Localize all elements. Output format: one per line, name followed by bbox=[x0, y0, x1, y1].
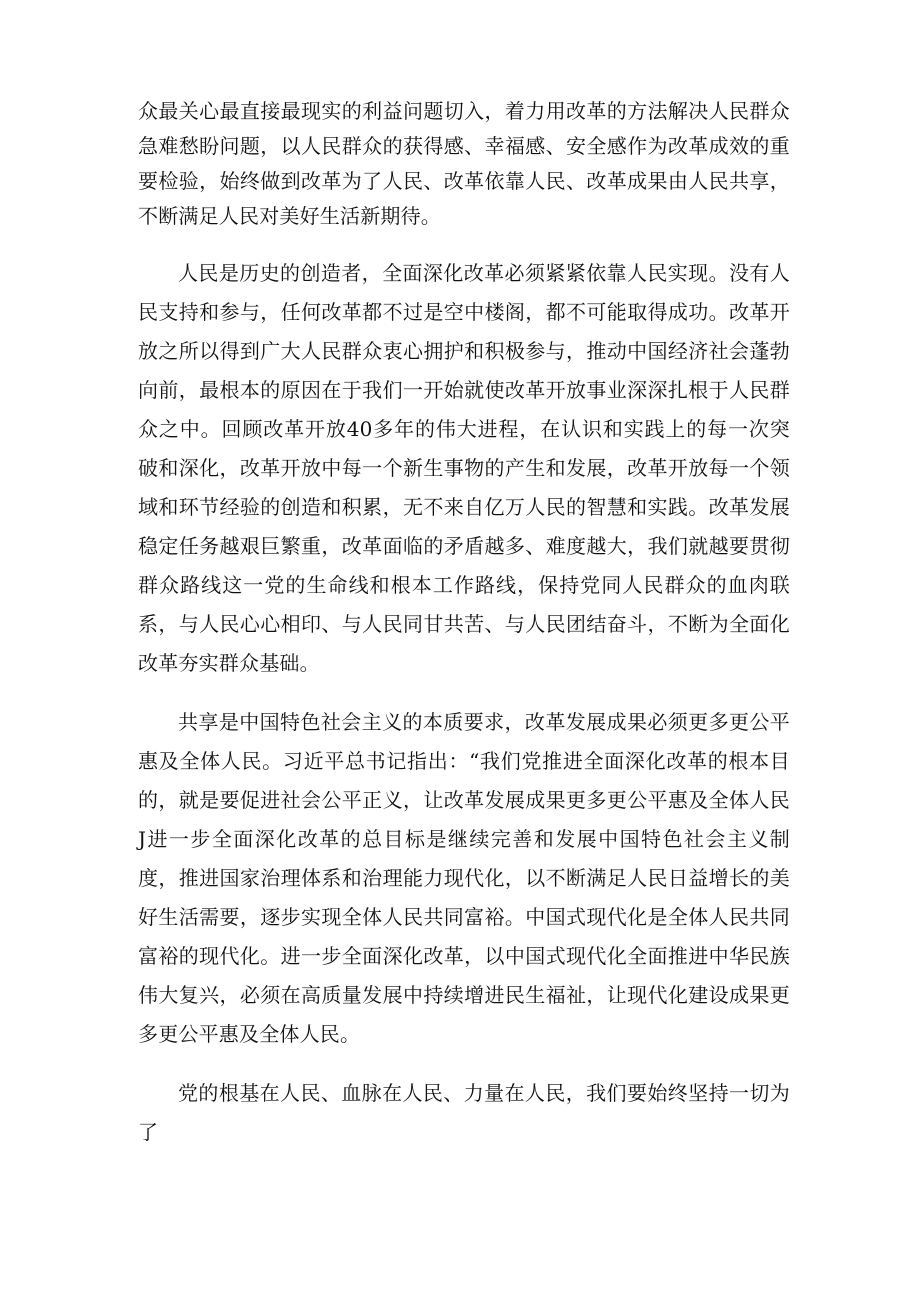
paragraph-2: 人民是历史的创造者，全面深化改革必须紧紧依靠人民实现。没有人民支持和参与，任何改革都不过是空中楼阁，都不可能取得成功。改革开放之所以得到广大人民群众衷心拥护和积极参与，推动中国经济社会蓬勃向前，最根本的原因在于我们一开始就使改革开放事业深深扎根于人民群众之中。回顾改革开放40多年的伟大进程，在认识和实践上的每一次突破和深化，改革开放中每一个新生事物的产生和发展，改革开放每一个领域和环节经验的创造和积累，无不来自亿万人民的智慧和实践。改革发展稳定任务越艰巨繁重，改革面临的矛盾越多、难度越大，我们就越要贯彻群众路线这一党的生命线和根本工作路线，保持党同人民群众的血肉联系，与人民心心相印、与人民同甘共苦、与人民团结奋斗，不断为全面化改革夯实群众基础。 bbox=[138, 261, 790, 675]
paragraph-1: 众最关心最直接最现实的利益问题切入，着力用改革的方法解决人民群众急难愁盼问题，以人民群众的获得感、幸福感、安全感作为改革成效的重要检验，始终做到改革为了人民、改革依靠人民、改革成果由人民共享，不断满足人民对美好生活新期待。 bbox=[138, 99, 790, 228]
paragraph-3: 共享是中国特色社会主义的本质要求，改革发展成果必须更多更公平惠及全体人民。习近平总书记指出：“我们党推进全面深化改革的根本目的，就是要促进社会公平正义，让改革发展成果更多更公平惠及全体人民J进一步全面深化改革的总目标是继续完善和发展中国特色社会主义制度，推进国家治理体系和治理能力现代化，以不断满足人民日益增长的美好生活需要，逐步实现全体人民共同富裕。中国式现代化是全体人民共同富裕的现代化。进一步全面深化改革，以中国式现代化全面推进中华民族伟大复兴，必须在高质量发展中持续增进民生福祉，让现代化建设成果更多更公平惠及全体人民。 bbox=[138, 710, 790, 1046]
document-body bbox=[138, 94, 790, 1152]
paragraph-4: 党的根基在人民、血脉在人民、力量在人民，我们要始终坚持一切为了 bbox=[138, 1081, 790, 1144]
